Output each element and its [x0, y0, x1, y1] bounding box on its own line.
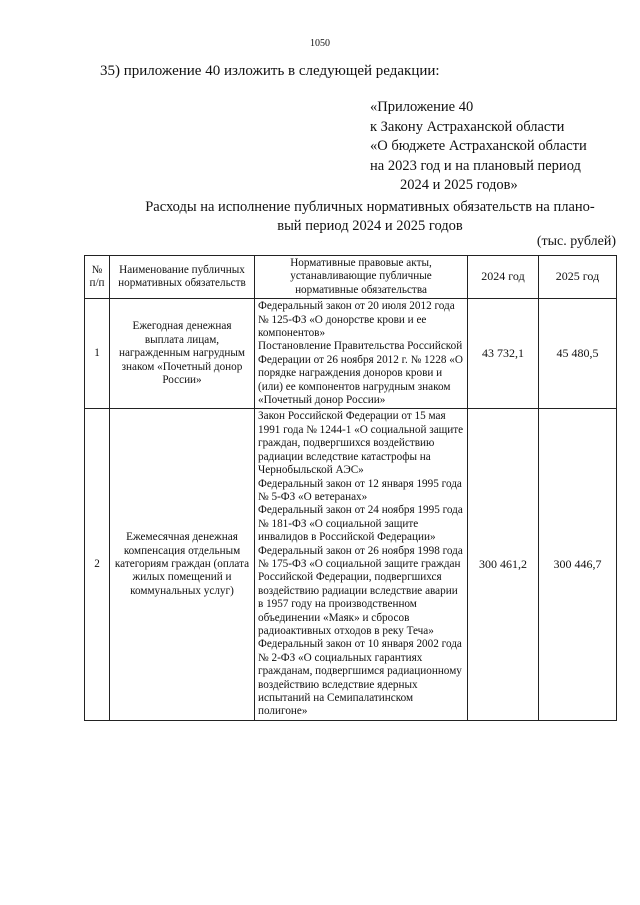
title-line-2: вый период 2024 и 2025 годов: [277, 218, 463, 234]
legal-act: Закон Российской Федерации от 15 мая 1991 года № 1244-1 «О социальной защите граждан, подвергшихся воздействию радиации вследствие катастрофы на Чернобыльской АЭС»: [258, 410, 464, 477]
title-line-1: Расходы на исполнение публичных нормативных обязательств на плано-: [145, 199, 595, 215]
header-2025: 2025 год: [539, 256, 617, 299]
header-obligation-name: Наименование публичных нормативных обязательств: [110, 256, 255, 299]
appendix-line-3: «О бюджете Астраханской области: [370, 138, 587, 154]
legal-act: Постановление Правительства Российской Федерации от 26 ноября 2012 г. № 1228 «О порядке награждения доноров крови и (или) ее компонентов нагрудным знаком «Почетный донор России»: [258, 340, 463, 407]
obligation-name: Ежемесячная денежная компенсация отдельным категориям граждан (оплата жилых помещений и коммунальных услуг): [110, 409, 255, 720]
table-row: [85, 409, 617, 720]
legal-act: Федеральный закон от 10 января 2002 года № 2-ФЗ «О социальных гарантиях гражданам, подвергшимся радиационному воздействию вследствие ядерных испытаний на Семипалатинском полигоне»: [258, 638, 462, 718]
legal-act: Федеральный закон от 20 июля 2012 года № 125-ФЗ «О донорстве крови и ее компонентов»: [258, 300, 455, 340]
legal-acts: [255, 299, 468, 409]
legal-acts: [255, 409, 468, 720]
appendix-line-1: «Приложение 40: [370, 99, 474, 115]
obligation-name: Ежегодная денежная выплата лицам, награжденным нагрудным знаком «Почетный донор России»: [110, 299, 255, 409]
appendix-heading: [370, 98, 587, 196]
amount-2025: 300 446,7: [539, 409, 617, 720]
amount-2025: 45 480,5: [539, 299, 617, 409]
legal-act: Федеральный закон от 12 января 1995 года № 5-ФЗ «О ветеранах»: [258, 477, 462, 503]
document-title: [110, 198, 630, 236]
page-number: 1050: [310, 38, 330, 49]
header-2024: 2024 год: [468, 256, 539, 299]
units-label: (тыс. рублей): [536, 234, 616, 249]
amount-2024: 300 461,2: [468, 409, 539, 720]
amount-2024: 43 732,1: [468, 299, 539, 409]
appendix-line-2: к Закону Астраханской области: [370, 118, 565, 135]
row-number: 1: [85, 299, 110, 409]
header-number: № п/п: [85, 256, 110, 299]
table-row: [85, 299, 617, 409]
legal-act: Федеральный закон от 24 ноября 1995 года № 181-ФЗ «О социальной защите инвалидов в Российской Федерации»: [258, 504, 463, 544]
appendix-line-4: на 2023 год и на плановый период: [370, 157, 581, 174]
header-legal-acts: Нормативные правовые акты, устанавливающие публичные нормативные обязательства: [255, 256, 468, 299]
appendix-line-5: 2024 и 2025 годов»: [400, 177, 518, 193]
expenditure-table: [84, 255, 617, 721]
row-number: 2: [85, 409, 110, 720]
table-header-row: [85, 256, 617, 299]
amendment-instruction: 35) приложение 40 изложить в следующей редакции:: [100, 63, 440, 79]
legal-act: Федеральный закон от 26 ноября 1998 года № 175-ФЗ «О социальной защите граждан Российской Федерации, подвергшихся воздействию радиации вследствие аварии в 1957 году на производственном объединении «Маяк» и сбросов радиоактивных отходов в реку Теча»: [258, 544, 463, 637]
